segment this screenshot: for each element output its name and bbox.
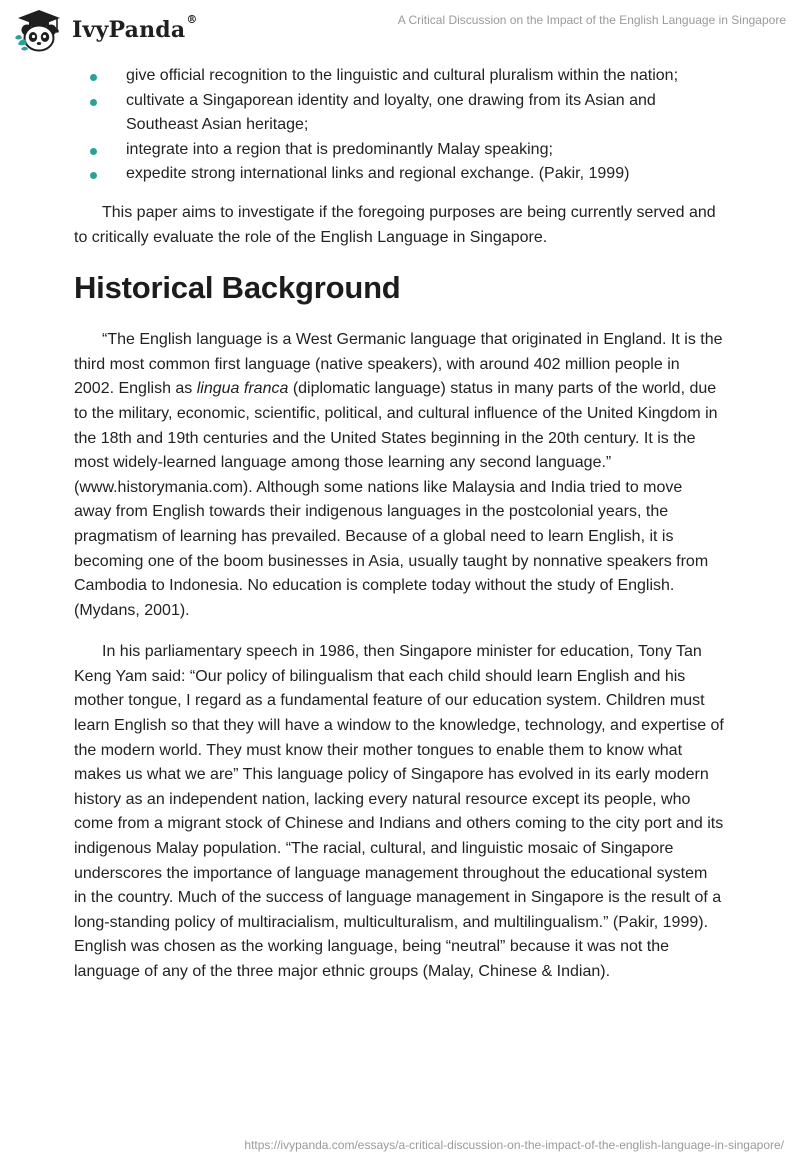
essay-body [74,64,724,985]
italic-term: lingua franca [196,380,289,398]
bullet-icon [90,74,97,81]
bullet-icon [90,148,97,155]
history-paragraph [74,328,724,623]
logo-name: IvyPanda [72,17,186,43]
list-item-text: give official recognition to the linguistic and cultural pluralism within the nation; [126,67,679,84]
list-item [74,64,724,89]
list-item [74,138,724,163]
list-item-text: expedite strong international links and regional exchange. (Pakir, 1999) [126,165,630,183]
page-header [0,0,800,60]
bullet-icon [90,99,97,106]
list-item-text: integrate into a region that is predominantly Malay speaking; [126,140,553,158]
list-item-text: cultivate a Singaporean identity and loyalty, one drawing from its Asian and Southeast Asian heritage; [126,91,656,134]
intro-paragraph: This paper aims to investigate if the foregoing purposes are being currently served and to critically evaluate the role of the English Language in Singapore. [74,203,716,246]
ivypanda-logo[interactable] [12,8,198,52]
document-title: A Critical Discussion on the Impact of the English Language in Singapore [397,13,786,27]
panda-icon [12,8,66,52]
paragraph-text: “The English language is a West Germanic language that originated in England. It is the third most common first language (native speakers), with around 402 million people in 2002. English as [74,331,723,398]
logo-wordmark [72,13,198,43]
purpose-list [74,64,724,187]
section-heading: Historical Background [74,270,401,306]
registered-mark: ® [186,13,198,26]
bullet-icon [90,172,97,179]
source-url[interactable]: https://ivypanda.com/essays/a-critical-discussion-on-the-impact-of-the-english-language-in-singapore/ [244,1138,784,1152]
paragraph-text: (diplomatic language) status in many parts of the world, due to the military, economic, scientific, political, and cultural influence of the United Kingdom in the 18th and 19th centuries and the United States beginning in the 20th century. It is the most widely-learned language among those learning any second language.” (www.historymania.com). Although some nations like Malaysia and India tried to move away from English towards their indigenous languages in the postcolonial years, the pragmatism of learning has prevailed. Because of a global need to learn English, it is becoming one of the boom businesses in Asia, usually taught by nonnative speakers from Cambodia to Indonesia. No education is complete today without the study of English. (Mydans, 2001). [74,380,718,619]
list-item [74,89,724,138]
policy-paragraph: In his parliamentary speech in 1986, then Singapore minister for education, Tony Tan Keng Yam said: “Our policy of bilingualism that each child should learn English and his mother tongue, I regard as a fundamental feature of our education system. Children must learn English so that they will have a window to the knowledge, technology, and expertise of the modern world. They must know their mother tongues to enable them to know what makes us what we are” This language policy of Singapore has evolved in its early modern history as an independent nation, lacking every natural resource except its people, who come from a migrant stock of Chinese and Indians and others coming to the city port and its indigenous Malay population. “The racial, cultural, and linguistic mosaic of Singapore underscores the importance of language management throughout the educational system in the country. Much of the success of language management in Singapore is the result of a long-standing policy of multiracialism, multiculturalism, and multilingualism.” (Pakir, 1999). English was chosen as the working language, being “neutral” because it was not the language of any of the three major ethnic groups (Malay, Chinese & Indian). [74,643,724,980]
list-item [74,162,724,187]
